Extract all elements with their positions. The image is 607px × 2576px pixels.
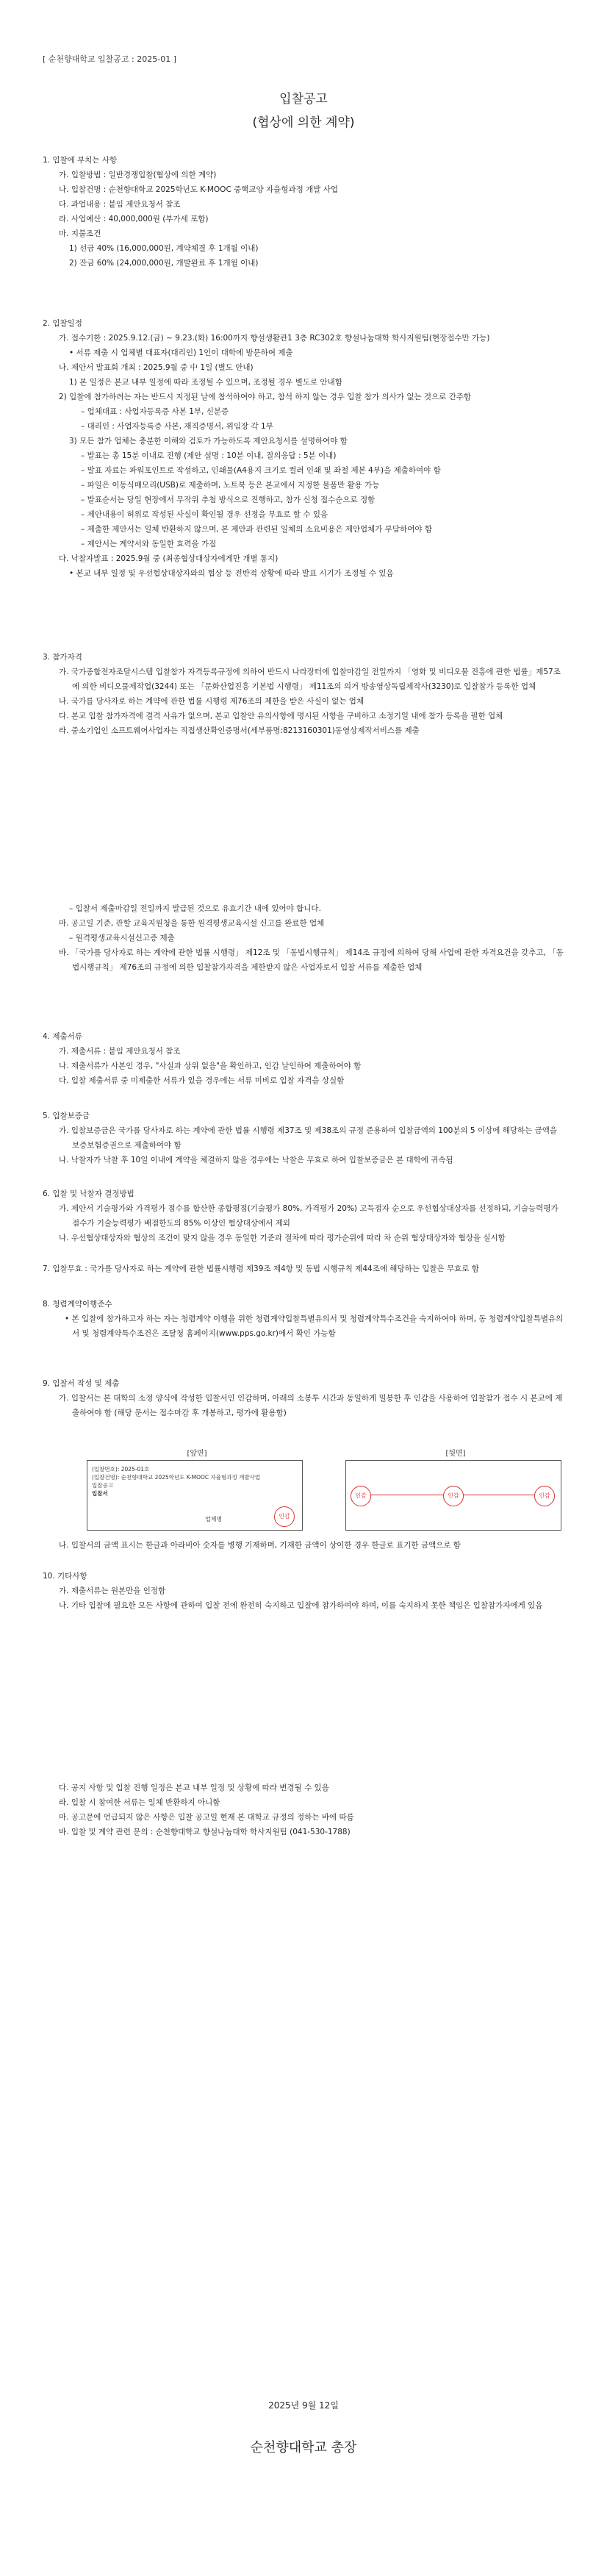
text-line: • 서류 제출 시 업체별 대표자(대리인) 1인이 대학에 방문하여 제출 [69,348,293,357]
text-line: 바. 입찰 및 계약 관련 문의 : 순천향대학교 향설나눔대학 학사지원팀 (041-530-1788) [59,1828,351,1836]
back-label: [뒷면] [445,1450,466,1458]
text-line: 1) 본 일정은 본교 내부 일정에 따라 조정될 수 있으며, 조정될 경우 별도로 안내함 [69,378,342,387]
text-line: 라. 사업예산 : 40,000,000원 (부가세 포함) [59,215,209,223]
text-line: – 제안내용이 허위로 작성된 사실이 확인될 경우 선정을 무효로 할 수 있음 [81,510,328,519]
text-line: – 업체대표 : 사업자등록증 사본 1부, 신분증 [81,407,229,416]
envelope-front [87,1460,303,1531]
text-line: 나. 낙찰자가 낙찰 후 10일 이내에 계약을 체결하지 않을 경우에는 낙찰은 무효로 하여 입찰보증금은 본 대학에 귀속됨 [59,1156,453,1164]
text-line: 나. 입찰서의 금액 표시는 한글과 아라비아 숫자를 병행 기재하며, 기재한 금액이 상이한 경우 한글로 표기한 금액으로 함 [59,1541,461,1550]
notice-number: [ 순천향대학교 입찰공고 : 2025-01 ] [43,54,176,64]
section-6 [43,1187,564,1245]
section-heading: 4. 제출서류 [43,1032,82,1041]
text-line: 가. 입찰서는 본 대학의 소정 양식에 작성한 입찰서인 인감하며, 아래의 소봉투 시간과 동일하게 밀봉한 후 인감을 사용하여 입찰참가 접수 시 본교에 제출하여야 함 (해당 문서는 접수마감 후 개봉하고, 평가에 활용함) [59,1394,563,1417]
text-line: 가. 접수기한 : 2025.9.12.(금) ~ 9.23.(화) 16:00까지 향설생활관1 3층 RC302호 향설나눔대학 학사지원팀(현장접수만 가능) [59,334,490,343]
section-2 [43,316,564,581]
envelope-text: (입찰건명): 순천향대학교 2025학년도 K-MOOC 자율형과정 개발사업 [92,1474,261,1481]
text-line: 가. 국가종합전자조달시스템 입찰참가 자격등록규정에 의하여 반드시 나라장터에 입찰마감일 전일까지 「영화 및 비디오물 진흥에 관한 법률」제57조에 의한 비디오물제작업(3244) 또는 「문화산업진흥 기본법 시행령」 제11조의 의거 방송영상독립제작사(3230)로 입찰참가 등록한 업체 [59,668,561,691]
envelope-text: 입찰서 [92,1490,108,1497]
section-4 [43,1029,564,1088]
text-line: • 본 입찰에 참가하고자 하는 자는 청렴계약 이행을 위한 청렴계약입찰특별유의서 및 청렴계약특수조건을 숙지하여야 하며, 동 청렴계약입찰특별유의서 및 청렴계약특수조건은 조달청 홈페이지(www.pps.go.kr)에서 확인 가능함 [65,1314,564,1338]
text-line: 나. 기타 입찰에 필요한 모든 사항에 관하여 입찰 전에 완전히 숙지하고 입찰에 참가하여야 하며, 이를 숙지하지 못한 책임은 입찰참가자에게 있음 [59,1601,543,1610]
seal-text: 인감 [355,1492,367,1499]
seal-stamp [534,1486,555,1506]
seal-stamp [274,1506,295,1527]
section-heading: 5. 입찰보증금 [43,1112,90,1120]
text-line: 나. 국가를 당사자로 하는 계약에 관한 법률 시행령 제76조의 제한을 받은 사실이 없는 업체 [59,697,364,706]
text-line: 나. 우선협상대상자와 협상의 조건이 맞지 않을 경우 동일한 기준과 절차에 따라 평가순위에 따라 차 순위 협상대상자와 협상을 실시함 [59,1234,506,1242]
text-line: – 원격평생교육시설신고증 제출 [69,934,175,942]
text-line: 가. 제출서류 : 붙임 제안요청서 참조 [59,1047,181,1056]
section-8 [43,1297,564,1341]
section-10 [43,1569,564,1613]
section-7 [43,1262,564,1276]
text-line: 나. 입찰건명 : 순천향대학교 2025학년도 K-MOOC 중핵교양 자율형과정 개발 사업 [59,185,338,194]
text-line: 마. 공고일 기준, 관할 교육지원청을 통한 원격평생교육시설 신고를 완료한 업체 [59,919,325,928]
section-heading: 2. 입찰일정 [43,319,82,328]
section-9 [43,1376,564,1420]
text-line: 마. 공고문에 언급되지 않은 사항은 입찰 공고일 현재 본 대학교 규정의 정하는 바에 따름 [59,1813,354,1822]
text-line: – 제안서는 계약서와 동일한 효력을 가짐 [81,540,217,548]
text-line: 가. 입찰방법 : 일반경쟁입찰(협상에 의한 계약) [59,171,217,179]
envelope-text: 입찰공고 [92,1482,113,1489]
section-3-continued [43,901,564,975]
text-line: 3) 모든 참가 업체는 충분한 이해와 검토가 가능하도록 제안요청서를 설명하여야 함 [69,437,348,446]
text-line: – 대리인 : 사업자등록증 사본, 재직증명서, 위임장 각 1부 [81,422,273,431]
company-name-label: 업체명 [205,1516,223,1523]
section-5 [43,1109,564,1167]
section-heading: 8. 청렴계약이행준수 [43,1300,112,1309]
section-1 [43,153,564,271]
section-heading: 7. 입찰무효 : 국가를 당사자로 하는 계약에 관한 법률시행령 제39조 제4항 및 동법 시행규칙 제44조에 해당하는 입찰은 무효로 함 [43,1264,479,1273]
issuer-name: 순천향대학교 총장 [250,2440,357,2455]
text-line: – 입찰서 제출마감일 전일까지 발급된 것으로 유효기간 내에 있어야 합니다. [69,904,321,913]
envelope-text: (입찰번호): 2025-01호 [92,1466,150,1473]
text-line: – 발표 자료는 파워포인트로 작성하고, 인쇄물(A4용지 크기로 컬러 인쇄 및 좌철 제본 4부)을 제출하여야 함 [81,466,441,475]
section-10-continued [43,1781,564,1839]
text-line: – 발표는 총 15분 이내로 진행 (제안 설명 : 10분 이내, 질의응답 : 5분 이내) [81,451,337,460]
text-line: 가. 입찰보증금은 국가를 당사자로 하는 계약에 관한 법률 시행령 제37조 및 제38조의 규정 준용하여 입찰금액의 100분의 5 이상에 해당하는 금액을 보증보험증권으로 제출하여야 함 [59,1126,558,1150]
text-line: 나. 제출서류가 사본인 경우, "사실과 상위 없음"을 확인하고, 인감 날인하여 제출하여야 함 [59,1062,362,1070]
section-heading: 1. 입찰에 부치는 사항 [43,156,118,165]
issue-date: 2025년 9월 12일 [268,2400,339,2411]
text-line: 다. 공지 사항 및 입찰 진행 일정은 본교 내부 일정 및 상황에 따라 변경될 수 있음 [59,1783,329,1792]
seal-text: 인감 [448,1492,459,1499]
text-line: • 본교 내부 일정 및 우선협상대상자와의 협상 등 전반적 상황에 따라 발표 시기가 조정될 수 있음 [69,569,394,578]
text-line: – 제출한 제안서는 일체 반환하지 않으며, 본 제안과 관련된 일체의 소요비용은 제안업체가 부담하여야 함 [81,525,432,534]
page-subtitle: (협상에 의한 계약) [252,115,355,130]
section-3 [43,650,564,738]
seal-text: 인감 [279,1513,290,1520]
section-9-note [43,1538,564,1553]
text-line: 마. 지불조건 [59,229,101,238]
text-line: 라. 중소기업인 소프트웨어사업자는 직접생산확인증명서(세부품명:8213160301)동영상제작서비스를 제출 [59,726,420,735]
text-line: 다. 낙찰자발표 : 2025.9월 중 (최종협상대상자에게만 개별 통지) [59,554,279,563]
page-title: 입찰공고 [279,92,328,107]
envelope-back [345,1460,561,1531]
text-line: 다. 과업내용 : 붙임 제안요청서 참조 [59,200,181,209]
text-line: 2) 잔금 60% (24,000,000원, 개발완료 후 1개월 이내) [69,259,259,268]
section-heading: 10. 기타사항 [43,1572,87,1581]
text-line: 1) 선금 40% (16,000,000원, 계약체결 후 1개월 이내) [69,244,259,253]
section-heading: 9. 입찰서 작성 및 제출 [43,1379,120,1388]
text-line: 다. 입찰 제출서류 중 미제출한 서류가 있을 경우에는 서류 미비로 입찰 자격을 상실함 [59,1076,345,1085]
seal-text: 인감 [539,1492,550,1499]
text-line: 2) 입찰에 참가하려는 자는 반드시 지정된 날에 참석하여야 하고, 참석 하지 않는 경우 입찰 참가 의사가 없는 것으로 간주함 [59,393,472,401]
section-heading: 6. 입찰 및 낙찰자 결정방법 [43,1189,134,1198]
text-line: 나. 제안서 발표회 개최 : 2025.9월 중 中 1일 (별도 안내) [59,363,254,372]
front-label: [앞면] [187,1450,207,1458]
text-line: 바. 「국가를 당사자로 하는 계약에 관한 법률 시행령」 제12조 및 「동법시행규칙」 제14조 규정에 의하여 당해 사업에 관한 자격요건을 갖추고, 「동법시행규칙」 제76조의 규정에 의한 입찰참가자격을 제한받지 않은 사업자로서 입찰 서류를 제출한 업체 [59,948,564,972]
seal-stamp [351,1486,371,1506]
seal-stamp [443,1486,464,1506]
text-line: – 파일은 이동식매모리(USB)로 제출하며, 노트북 등은 본교에서 지정한 물품만 활용 가능 [81,481,380,490]
text-line: – 발표순서는 당일 현장에서 무작위 추첨 방식으로 진행하고, 참가 신청 접수순으로 정함 [81,495,376,504]
text-line: 가. 제출서류는 원본만을 인정함 [59,1586,166,1595]
text-line: 다. 본교 입찰 참가자격에 결격 사유가 없으며, 본교 입찰안 유의사항에 명시된 사항을 구비하고 소정기일 내에 참가 등록을 필한 업체 [59,712,503,720]
section-heading: 3. 참가자격 [43,653,82,662]
text-line: 라. 입찰 시 참여한 서류는 일체 반환하지 아니함 [59,1798,220,1807]
text-line: 가. 제안서 기술평가와 가격평가 점수를 합산한 종합평점(기술평가 80%, 가격평가 20%) 고득점자 순으로 우선협상대상자를 선정하되, 기술능력평가 점수가 기술능력평가 배점한도의 85% 이상인 협상대상에서 제외 [59,1204,558,1228]
